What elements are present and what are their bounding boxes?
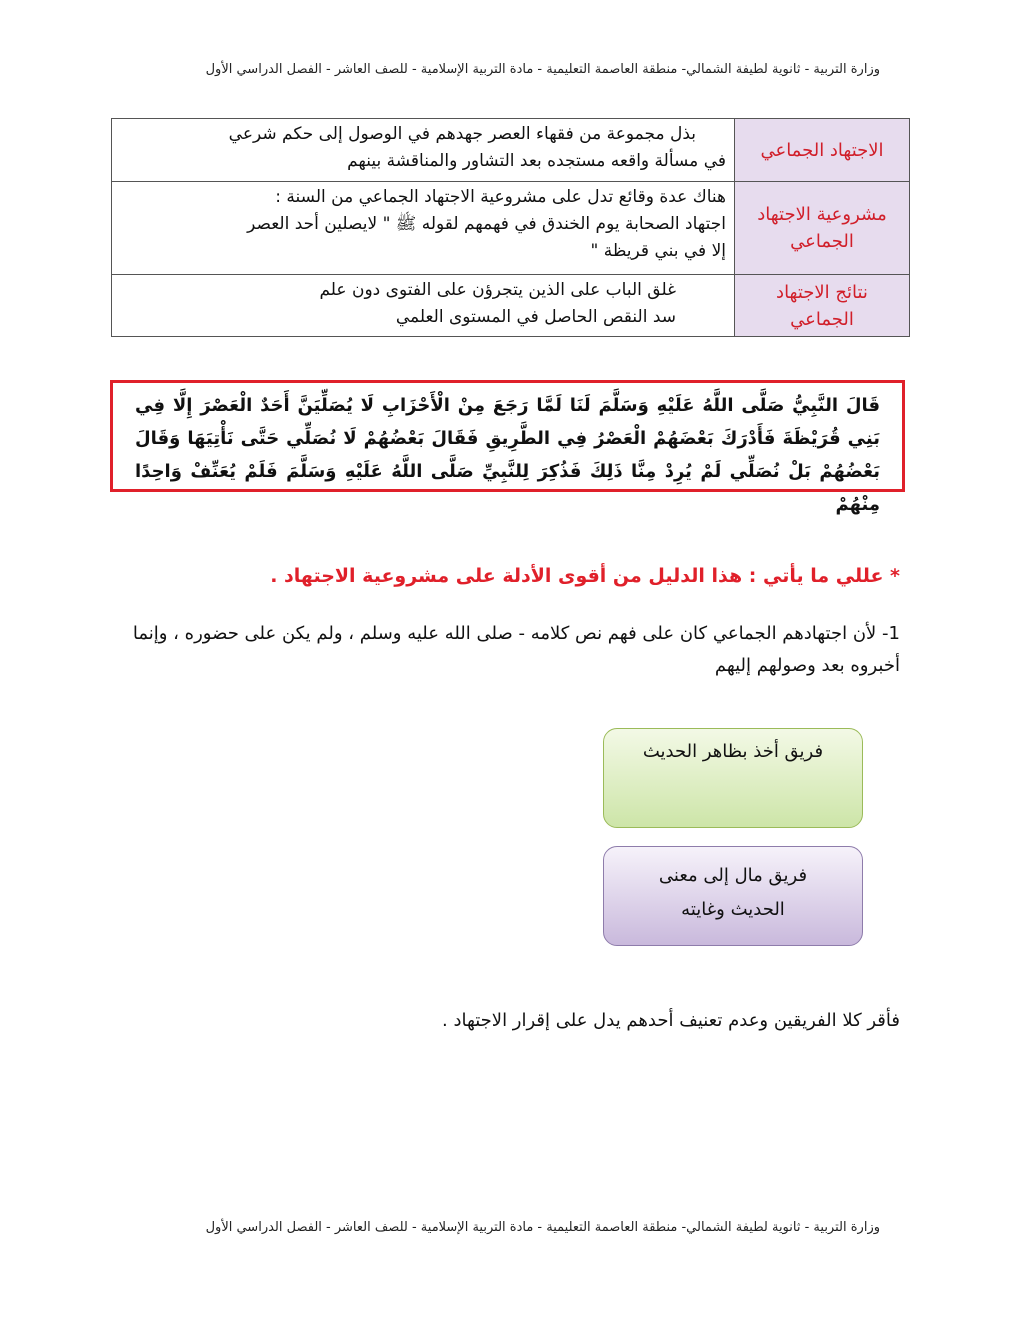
description-line: بذل مجموعة من فقهاء العصر جهدهم في الوصول إلى حكم شرعي [228, 124, 696, 144]
definitions-table [111, 118, 910, 337]
page-footer: وزارة التربية - ثانوية لطيفة الشمالي- منطقة العاصمة التعليمية - مادة التربية الإسلامية - للصف العاشر - الفصل الدراسي الأول [205, 1220, 880, 1235]
table-row [112, 275, 910, 337]
description-line: سد النقص الحاصل في المستوى العلمي [395, 307, 676, 327]
table-row [112, 119, 910, 182]
description-cell [112, 275, 735, 337]
question-heading: * عللي ما يأتي : هذا الدليل من أقوى الأدلة على مشروعية الاجتهاد . [270, 565, 900, 587]
group-box-meaning [603, 846, 863, 946]
term-cell: الاجتهاد الجماعي [735, 119, 910, 182]
description-cell [112, 182, 735, 275]
answer-paragraph: 1- لأن اجتهادهم الجماعي كان على فهم نص كلامه - صلى الله عليه وسلم ، ولم يكن على حضوره ، وإنما أخبروه بعد وصولهم إليهم [132, 623, 900, 676]
term-cell: مشروعية الاجتهاد الجماعي [735, 182, 910, 275]
page-header: وزارة التربية - ثانوية لطيفة الشمالي- منطقة العاصمة التعليمية - مادة التربية الإسلامية - للصف العاشر - الفصل الدراسي الأول [205, 62, 880, 77]
description-line: غلق الباب على الذين يتجرؤن على الفتوى دون علم [319, 280, 676, 300]
description-line: إلا في بني قريظة " [590, 241, 726, 261]
hadith-box: قَالَ النَّبِيُّ صَلَّى اللَّهُ عَلَيْهِ وَسَلَّمَ لَنَا لَمَّا رَجَعَ مِنْ الْأَحْزَابِ لَا يُصَلِّيَنَّ أَحَدٌ الْعَصْرَ إِلَّا فِي بَنِي قُرَيْظَةَ فَأَدْرَكَ بَعْضَهُمْ الْعَصْرُ فِي الطَّرِيقِ فَقَالَ بَعْضُهُمْ لَا نُصَلِّي حَتَّى نَأْتِيَهَا وَقَالَ بَعْضُهُمْ بَلْ نُصَلِّي لَمْ يُرِدْ مِنَّا ذَلِكَ فَذُكِرَ لِلنَّبِيِّ صَلَّى اللَّهُ عَلَيْهِ وَسَلَّمَ فَلَمْ يُعَنِّفْ وَاحِدًا مِنْهُمْ [110, 380, 905, 492]
group-label: فريق مال إلى معنى [658, 865, 808, 886]
conclusion-text: فأقر كلا الفريقين وعدم تعنيف أحدهم يدل على إقرار الاجتهاد . [442, 1010, 900, 1031]
group-box-literal [603, 728, 863, 828]
description-line: هناك عدة وقائع تدل على مشروعية الاجتهاد الجماعي من السنة : [275, 187, 726, 207]
description-cell [112, 119, 735, 182]
group-label: الحديث وغايته [681, 899, 785, 920]
description-line: اجتهاد الصحابة يوم الخندق في فهمهم لقوله ﷺ " لايصلين أحد العصر [247, 214, 726, 234]
term-cell: نتائج الاجتهاد الجماعي [735, 275, 910, 337]
table-row [112, 182, 910, 275]
group-label: فريق أخذ بظاهر الحديث [642, 741, 824, 762]
description-line: في مسألة واقعه مستجده بعد التشاور والمناقشة بينهم [347, 151, 726, 171]
